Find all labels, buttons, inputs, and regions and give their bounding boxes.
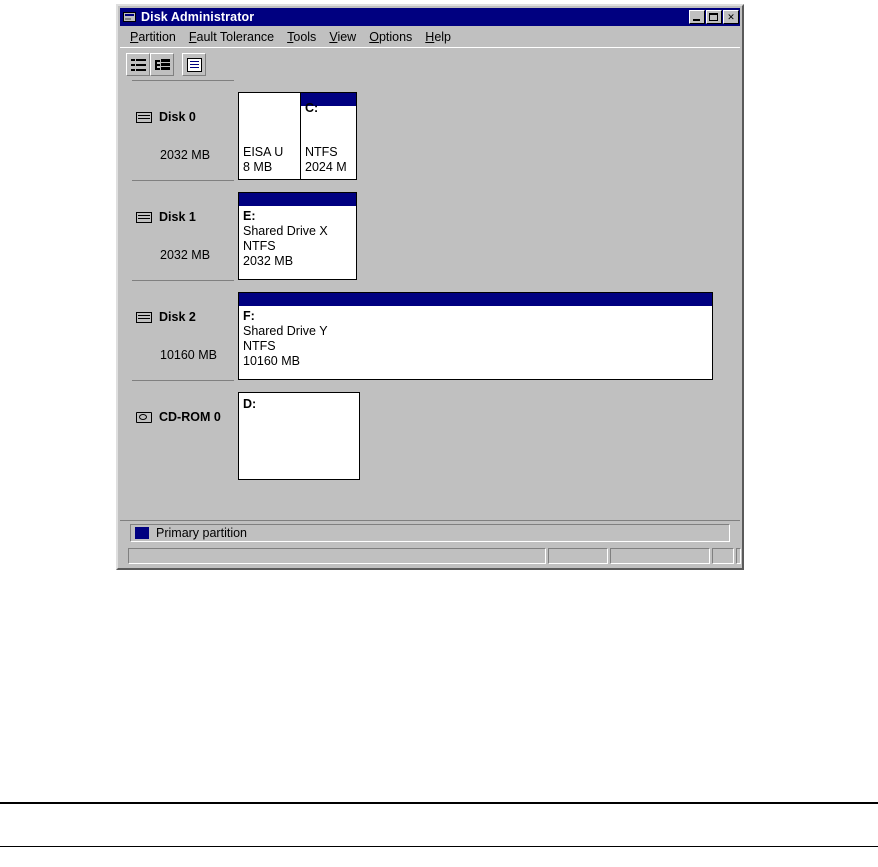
partition-drive: E: bbox=[243, 209, 256, 223]
maximize-button[interactable] bbox=[706, 10, 722, 24]
partition-label: Shared Drive X bbox=[243, 224, 328, 238]
menu-item-tools[interactable]: Tools bbox=[287, 30, 317, 44]
legend-label: Primary partition bbox=[156, 526, 247, 540]
disk-row[interactable] bbox=[120, 180, 740, 280]
status-cell bbox=[712, 548, 734, 564]
row-divider bbox=[132, 380, 234, 381]
menu-item-partition[interactable]: Partition bbox=[130, 30, 176, 44]
menu-bar bbox=[120, 27, 740, 47]
toolbar bbox=[120, 50, 740, 78]
disk-administrator-window bbox=[116, 4, 744, 570]
title-bar[interactable] bbox=[120, 8, 740, 26]
status-cell bbox=[736, 548, 741, 564]
disk-row[interactable] bbox=[120, 80, 740, 180]
disk-label bbox=[136, 210, 196, 224]
partition-e[interactable] bbox=[238, 192, 357, 280]
menu-item-fault-tolerance[interactable]: Fault Tolerance bbox=[188, 30, 275, 44]
partition-strip bbox=[238, 192, 478, 280]
partition-strip bbox=[238, 92, 478, 180]
partition-size: 10160 MB bbox=[243, 354, 300, 368]
close-button[interactable]: ✕ bbox=[723, 10, 739, 24]
disk-size: 10160 MB bbox=[160, 348, 217, 362]
tree-icon bbox=[155, 59, 170, 71]
disk-row[interactable] bbox=[120, 280, 740, 380]
row-divider bbox=[132, 280, 234, 281]
partition-d[interactable] bbox=[238, 392, 360, 480]
legend-bar bbox=[120, 520, 740, 544]
disk-configuration-view-button[interactable] bbox=[150, 53, 174, 76]
disk-label bbox=[136, 110, 196, 124]
disk-name: CD-ROM 0 bbox=[159, 410, 221, 424]
properties-button[interactable] bbox=[182, 53, 206, 76]
properties-icon bbox=[187, 58, 202, 72]
hard-disk-icon bbox=[136, 312, 152, 323]
partition-fs: NTFS bbox=[305, 145, 338, 159]
page-divider-top bbox=[0, 802, 878, 804]
disk-label bbox=[136, 410, 221, 424]
partition-fs: NTFS bbox=[243, 339, 276, 353]
legend-inner bbox=[130, 524, 730, 542]
status-cell bbox=[128, 548, 546, 564]
menu-item-help[interactable]: Help bbox=[425, 30, 452, 44]
partition-drive: D: bbox=[243, 397, 257, 411]
partition-drive: C: bbox=[305, 101, 319, 115]
menu-item-view[interactable]: View bbox=[329, 30, 357, 44]
title-bar-buttons bbox=[689, 10, 739, 24]
row-divider bbox=[132, 80, 234, 81]
disk-size: 2032 MB bbox=[160, 148, 211, 162]
primary-partition-swatch bbox=[135, 527, 149, 539]
primary-partition-cap bbox=[239, 193, 356, 206]
cdrom-icon bbox=[136, 412, 152, 423]
partition-drive: EISA U bbox=[243, 145, 284, 159]
list-icon bbox=[131, 59, 146, 71]
status-cell bbox=[610, 548, 710, 564]
volumes-view-button[interactable] bbox=[126, 53, 150, 76]
partition-eisa[interactable] bbox=[238, 92, 301, 180]
page-divider-bottom bbox=[0, 846, 878, 847]
partition-strip bbox=[238, 292, 716, 380]
hard-disk-icon bbox=[136, 212, 152, 223]
disk-name: Disk 0 bbox=[159, 110, 196, 124]
disk-list-area[interactable] bbox=[120, 80, 740, 493]
disk-row[interactable] bbox=[120, 380, 740, 480]
status-bar bbox=[120, 546, 740, 566]
disk-label bbox=[136, 310, 196, 324]
partition-strip bbox=[238, 392, 478, 480]
partition-c[interactable] bbox=[300, 92, 357, 180]
disk-size: 2032 MB bbox=[160, 248, 211, 262]
window-title: Disk Administrator bbox=[141, 10, 255, 24]
row-divider bbox=[132, 180, 234, 181]
partition-label: Shared Drive Y bbox=[243, 324, 328, 338]
disk-name: Disk 2 bbox=[159, 310, 196, 324]
partition-drive: F: bbox=[243, 309, 255, 323]
minimize-button[interactable] bbox=[689, 10, 705, 24]
partition-size: 2024 M bbox=[305, 160, 347, 174]
partition-f[interactable] bbox=[238, 292, 713, 380]
status-cell bbox=[548, 548, 608, 564]
toolbar-separator bbox=[174, 64, 182, 65]
partition-size: 2032 MB bbox=[243, 254, 294, 268]
menu-separator bbox=[120, 47, 740, 49]
disk-administrator-icon[interactable] bbox=[122, 10, 138, 24]
primary-partition-cap bbox=[239, 293, 712, 306]
menu-item-options[interactable]: Options bbox=[369, 30, 413, 44]
hard-disk-icon bbox=[136, 112, 152, 123]
disk-name: Disk 1 bbox=[159, 210, 196, 224]
partition-size: 8 MB bbox=[243, 160, 273, 174]
partition-fs: NTFS bbox=[243, 239, 276, 253]
